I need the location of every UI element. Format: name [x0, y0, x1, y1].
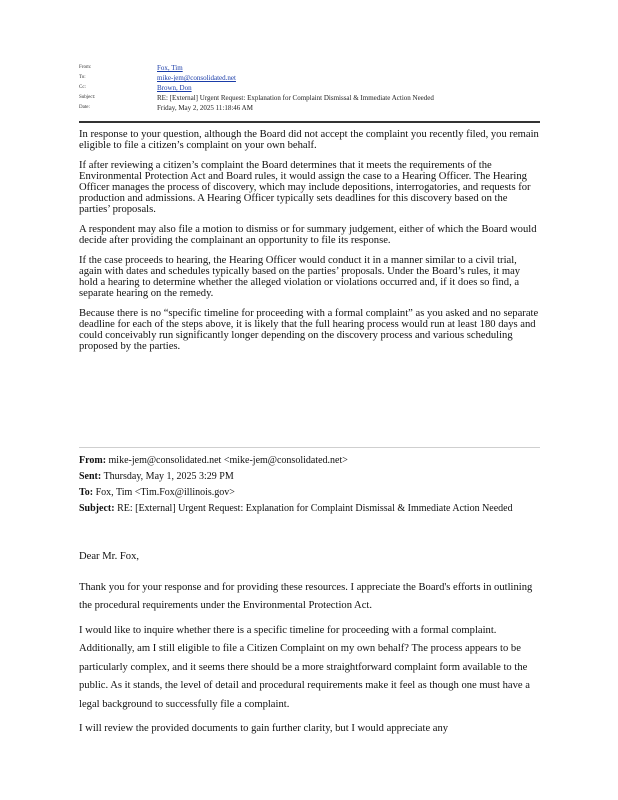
original-paragraph-1: Thank you for your response and for providing these resources. I appreciate the Board's efforts in outlining the procedural requirements under the Environmental Protection Act. — [79, 581, 533, 611]
header-cc-row — [79, 83, 549, 93]
original-subject-value: RE: [External] Urgent Request: Explanation for Complaint Dismissal & Immediate Action Needed — [117, 503, 513, 514]
header-to-row — [79, 73, 549, 83]
header-to-value[interactable]: mike-jem@consolidated.net — [157, 74, 236, 82]
original-to-value: Fox, Tim <Tim.Fox@illinois.gov> — [95, 487, 235, 498]
original-subject-line — [79, 501, 541, 517]
original-from-line — [79, 453, 541, 469]
original-subject-label: Subject: — [79, 503, 115, 514]
reply-paragraph-1: In response to your question, although the Board did not accept the complaint you recently filed, you remain eligible to file a citizen’s complaint on your own behalf. — [79, 129, 539, 151]
original-to-line — [79, 485, 541, 501]
original-greeting: Dear Mr. Fox, — [79, 551, 140, 562]
original-sent-label: Sent: — [79, 471, 102, 482]
email-header — [79, 63, 549, 113]
reply-paragraph-2: If after reviewing a citizen’s complaint the Board determines that it meets the requirements of the Environmental Protection Act and Board rules, it would assign the case to a Hearing Officer. The Hearing Officer manages the process of discovery, which may include depositions, interrogatories, and requests for production and admissions. A Hearing Officer typically sets deadlines for this discovery based on the parties’ proposals. — [79, 160, 531, 215]
header-cc-value[interactable]: Brown, Don — [157, 84, 192, 92]
header-from-label: From: — [79, 65, 92, 70]
original-from-value: mike-jem@consolidated.net <mike-jem@consolidated.net> — [108, 455, 348, 466]
original-message-header — [79, 453, 541, 517]
reply-paragraph-4: If the case proceeds to hearing, the Hearing Officer would conduct it in a manner similar to a civil trial, again with dates and schedules typically based on the parties’ proposals. Under the Board’s rules, it may hold a hearing to determine whether the alleged violation or violations occurred and, if it does so find, a separate hearing on the remedy. — [79, 255, 521, 299]
original-paragraph-2: I would like to inquire whether there is a specific timeline for proceeding with a formal complaint. Additionally, am I still eligible to file a Citizen Complaint on my own behalf? The process appears to be particularly complex, and it seems there should be a more straightforward complaint form available to the public. As it stands, the level of detail and procedural requirements make it feel as though one must have a legal background to successfully file a complaint. — [79, 624, 530, 710]
original-to-label: To: — [79, 487, 94, 498]
original-sent-value: Thursday, May 1, 2025 3:29 PM — [103, 471, 234, 482]
header-date-value: Friday, May 2, 2025 11:18:46 AM — [157, 104, 253, 112]
reply-paragraph-5: Because there is no “specific timeline for proceeding with a formal complaint” as you asked and no separate deadline for each of the steps above, it is likely that the full hearing process would run at least 180 days and could conceivably run significantly longer depending on the discovery process and various scheduling proposed by the parties. — [79, 308, 539, 352]
original-message-body — [79, 548, 541, 745]
header-from-row — [79, 63, 549, 73]
quoted-message-divider — [79, 447, 540, 448]
original-sent-line — [79, 469, 541, 485]
header-from-value[interactable]: Fox, Tim — [157, 64, 183, 72]
original-paragraph-3: I will review the provided documents to gain further clarity, but I would appreciate any — [79, 723, 449, 734]
header-divider — [79, 121, 540, 123]
reply-body — [79, 129, 539, 361]
header-date-label: Date: — [79, 105, 90, 110]
header-cc-label: Cc: — [79, 85, 86, 90]
header-date-row — [79, 103, 549, 113]
original-from-label: From: — [79, 455, 107, 466]
header-subject-value: RE: [External] Urgent Request: Explanation for Complaint Dismissal & Immediate Action Needed — [157, 94, 434, 102]
header-to-label: To: — [79, 75, 86, 80]
header-subject-label: Subject: — [79, 95, 96, 100]
header-subject-row — [79, 93, 549, 103]
reply-paragraph-3: A respondent may also file a motion to dismiss or for summary judgement, either of which the Board would decide after providing the complainant an opportunity to file its response. — [79, 224, 537, 246]
